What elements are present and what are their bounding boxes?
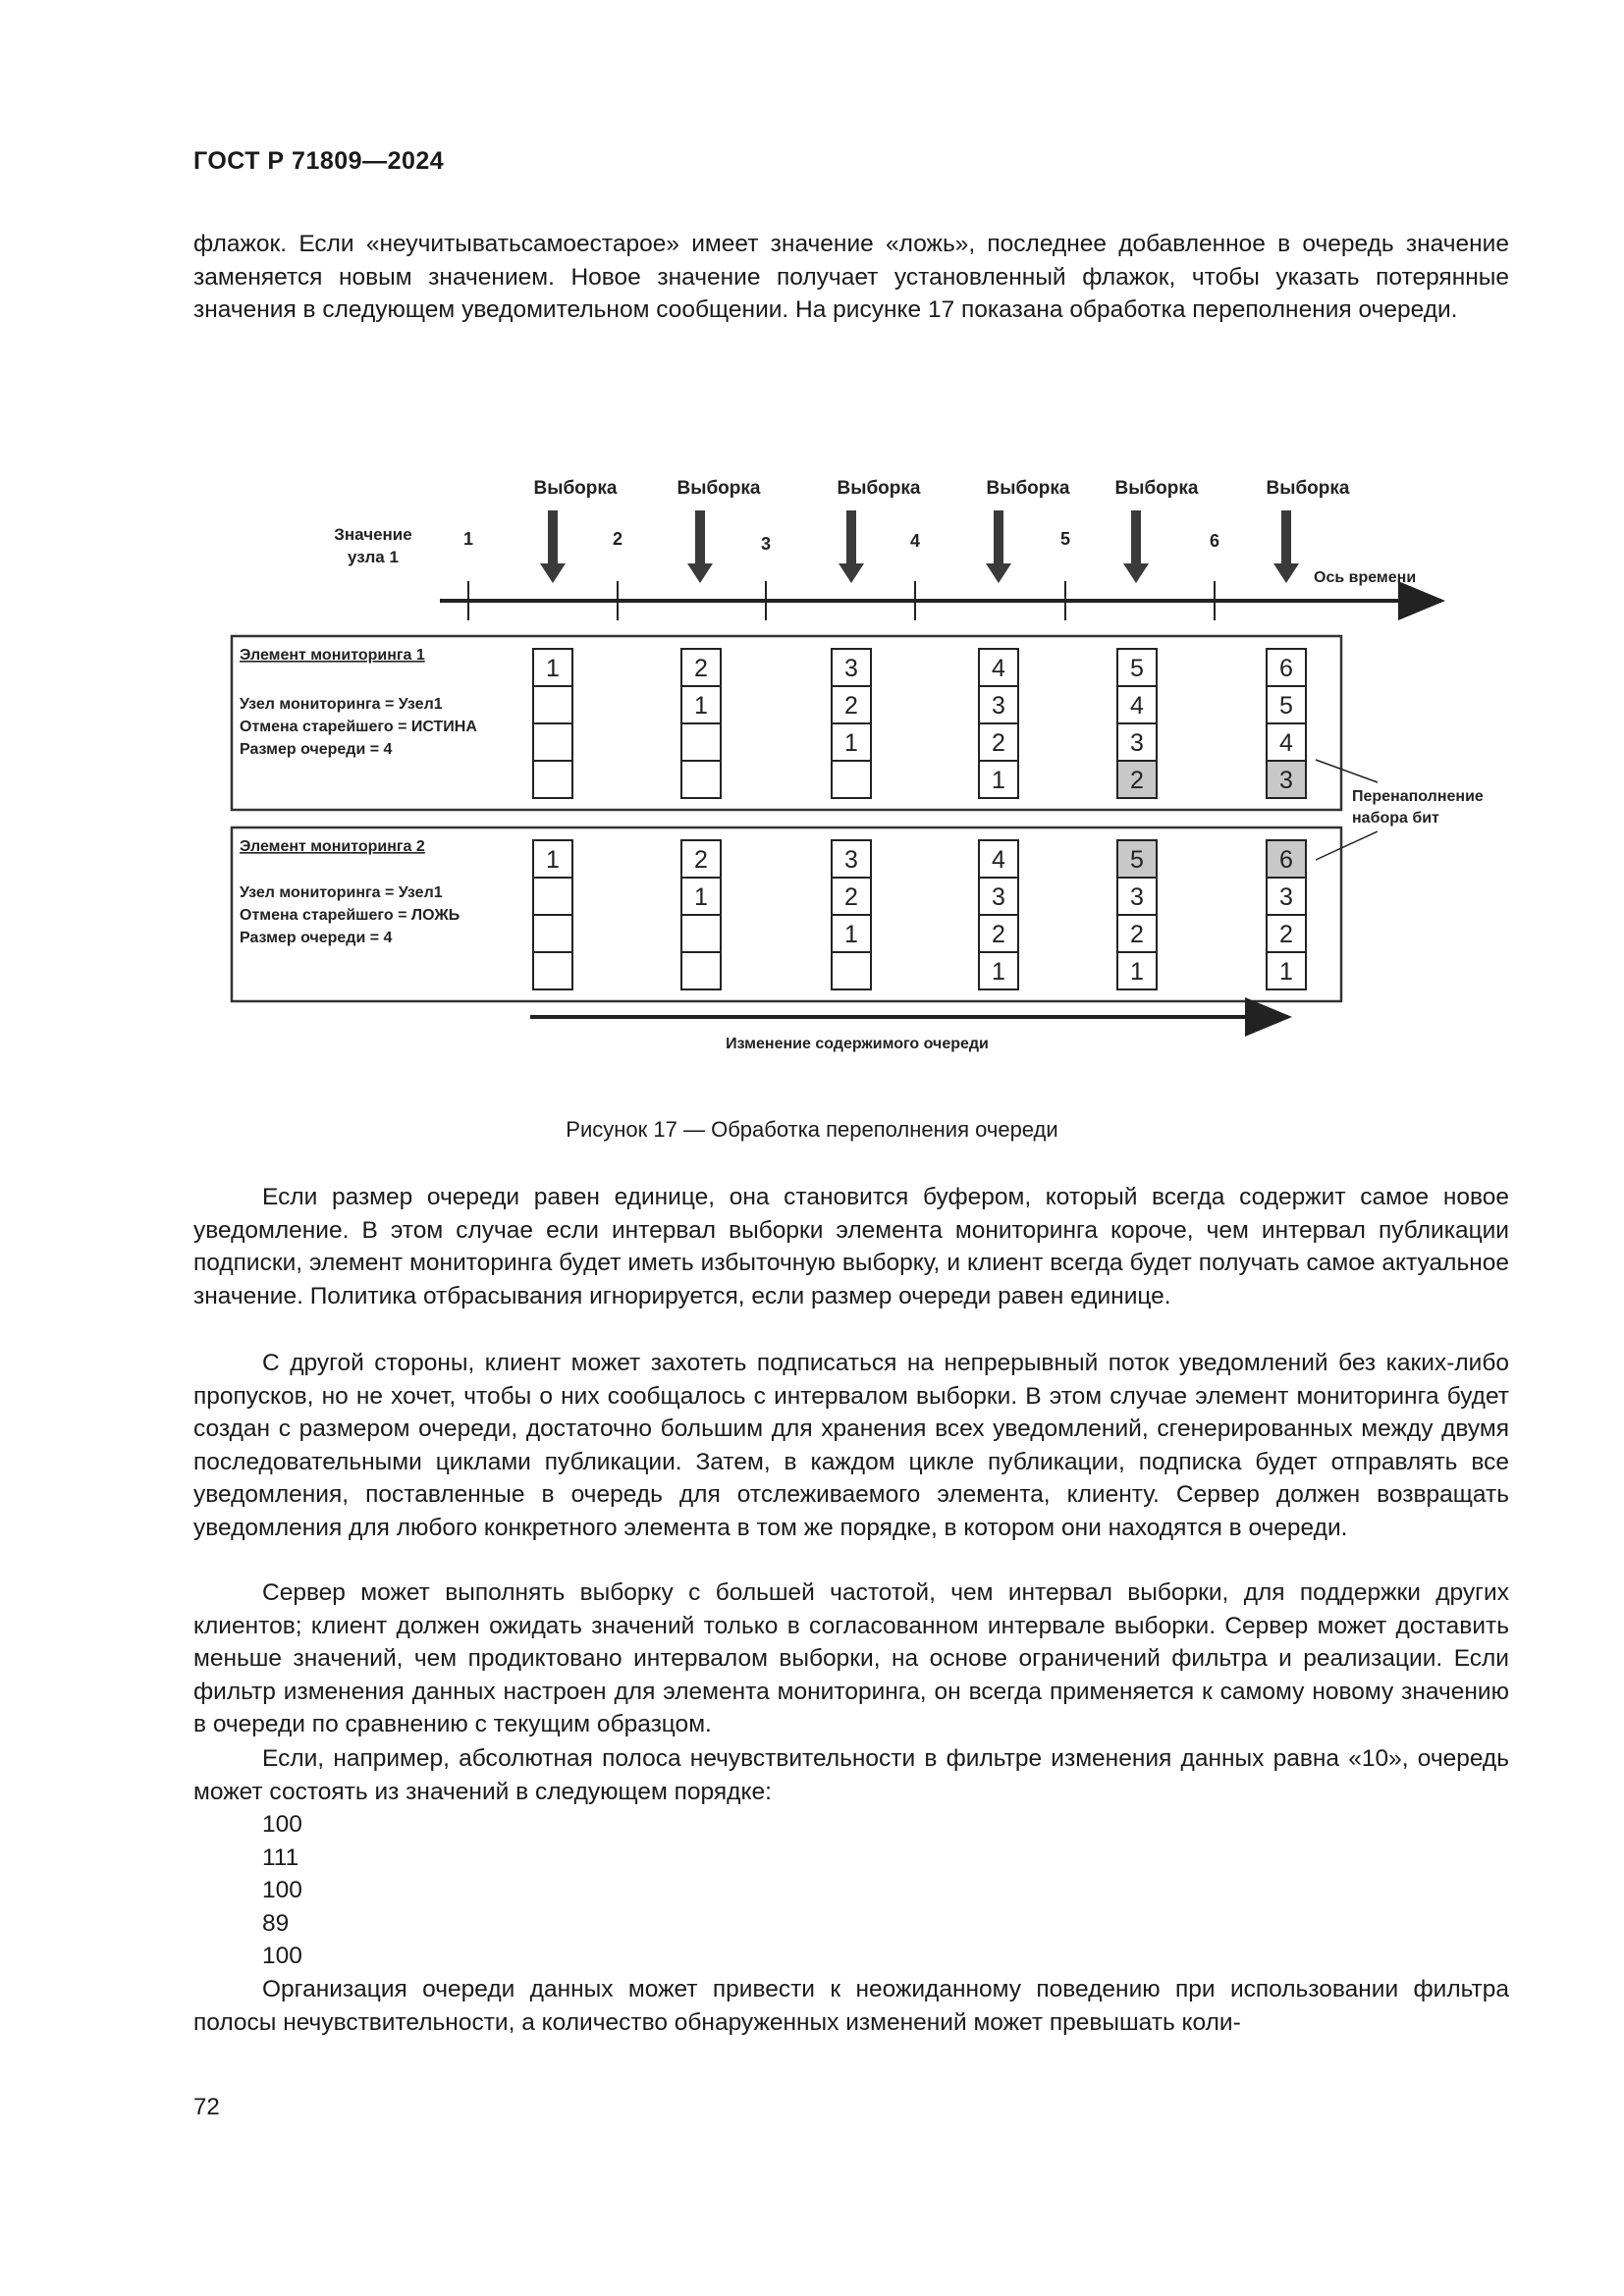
sample-label: Выборка	[1266, 478, 1350, 499]
item2-queue-value: 4	[992, 846, 1005, 874]
item2-queue-value: 2	[1279, 921, 1293, 948]
item1-queue-cell	[533, 761, 572, 798]
item2-queue-value: 3	[1279, 883, 1293, 911]
item1-queue-cell	[832, 761, 871, 798]
item2-queue-cell	[533, 878, 572, 915]
item2-queue-value: 1	[844, 921, 858, 948]
item2-queue-value: 3	[1130, 883, 1144, 911]
sample-label: Выборка	[677, 478, 761, 499]
body-paragraph: Организация очереди данных может привести к неожиданному поведению при использовании фильтра полосы нечувствительности, а количество обнаруженных изменений может превышать коли-	[193, 1976, 1509, 2036]
monitoring-item-2-line: Размер очереди = 4	[240, 930, 393, 946]
item1-queue-cell	[533, 686, 572, 723]
item2-queue-value: 3	[844, 846, 858, 874]
monitoring-item-2-line: Отмена старейшего = ЛОЖЬ	[240, 907, 460, 924]
tick-label: 3	[760, 534, 772, 554]
sample-arrow-icon	[687, 510, 713, 583]
overflow-label: Перенаполнение	[1352, 788, 1484, 805]
queue-change-label: Изменение содержимого очереди	[726, 1036, 989, 1052]
item1-queue-value: 4	[1130, 692, 1144, 720]
figure-17	[0, 0, 1624, 1109]
value-list-item: 89	[262, 1910, 290, 1937]
item1-queue-value: 3	[1130, 729, 1144, 757]
monitoring-item-1-line: Размер очереди = 4	[240, 741, 393, 758]
sample-arrow-icon	[839, 510, 864, 583]
item2-queue-value: 2	[1130, 921, 1144, 948]
node-value-label: Значение	[334, 525, 412, 544]
body-paragraph: Сервер может выполнять выборку с большей частотой, чем интервал выборки, для поддержки других клиентов; клиент должен ожидать значений только в согласованном интервале выборки. Сервер может доставить меньше значений, чем продиктовано интервалом выборки, на основе ограничений фильтра и реализации. Если фильтр изменения данных настроен для элемента мониторинга, он всегда применяется к самому новому значению в очереди по сравнению с текущим образцом.	[193, 1579, 1509, 1737]
item2-queue-cell	[533, 952, 572, 989]
tick-label: 6	[1209, 531, 1220, 551]
item1-queue-value: 4	[992, 655, 1005, 682]
value-list-item: 100	[262, 1811, 302, 1838]
monitoring-item-1-line: Узел мониторинга = Узел1	[240, 696, 443, 713]
item2-queue-cell	[681, 952, 721, 989]
item1-queue-value: 1	[546, 655, 560, 682]
value-list-item: 100	[262, 1943, 302, 1969]
item1-queue-value: 2	[992, 729, 1005, 757]
overflow-label: набора бит	[1352, 810, 1439, 827]
item2-queue-value: 2	[694, 846, 708, 874]
tick-label: 5	[1059, 529, 1071, 549]
queues-item-1	[533, 649, 1306, 798]
item2-queue-value: 2	[992, 921, 1005, 948]
tick-label: 2	[612, 529, 623, 549]
item2-queue-value: 1	[1279, 958, 1293, 986]
item2-queue-cell	[533, 915, 572, 952]
item2-queue-value: 1	[992, 958, 1005, 986]
figure-caption: Рисунок 17 — Обработка переполнения очереди	[566, 1117, 1058, 1142]
monitoring-item-1-line: Отмена старейшего = ИСТИНА	[240, 719, 477, 735]
sample-arrow-icon	[1123, 510, 1149, 583]
item1-queue-value: 6	[1279, 655, 1293, 682]
item1-queue-cell	[681, 723, 721, 761]
item2-queue-value: 6	[1279, 846, 1293, 874]
item2-queue-value: 3	[992, 883, 1005, 911]
sample-arrow-icon	[540, 510, 566, 583]
item1-queue-value: 3	[844, 655, 858, 682]
item2-queue-value: 5	[1130, 846, 1144, 874]
sample-label: Выборка	[533, 478, 618, 499]
document-header: ГОСТ Р 71809—2024	[193, 147, 445, 175]
intro-paragraph: флажок. Если «неучитыватьсамоестарое» имеет значение «ложь», последнее добавленное в очередь значение заменяется новым значением. Новое значение получает установленный флажок, чтобы указать потерянные значения в следующем уведомительном сообщении. На рисунке 17 показана обработка переполнения очереди.	[193, 231, 1509, 323]
monitoring-item-2-line: Узел мониторинга = Узел1	[240, 884, 443, 901]
value-list-item: 100	[262, 1877, 302, 1903]
sample-arrow-icon	[986, 510, 1011, 583]
item1-queue-cell	[681, 761, 721, 798]
body-paragraph: Если размер очереди равен единице, она становится буфером, который всегда содержит самое новое уведомление. В этом случае если интервал выборки элемента мониторинга короче, чем интервал публикации подписки, элемент мониторинга будет иметь избыточную выборку, и клиент всегда будет получать самое актуальное значение. Политика отбрасывания игнорируется, если размер очереди равен единице.	[193, 1184, 1509, 1309]
queues-item-2	[533, 840, 1306, 989]
item1-queue-value: 4	[1279, 729, 1293, 757]
item1-queue-value: 1	[844, 729, 858, 757]
item2-queue-cell	[832, 952, 871, 989]
sample-label: Выборка	[1114, 478, 1199, 499]
sample-label: Выборка	[986, 478, 1070, 499]
value-list-item: 111	[262, 1844, 299, 1871]
tick-label: 1	[462, 529, 474, 549]
monitoring-item-1-title: Элемент мониторинга 1	[240, 647, 425, 664]
tick-label: 4	[909, 531, 921, 551]
item1-queue-value: 3	[1279, 767, 1293, 794]
body-paragraph: Если, например, абсолютная полоса нечувствительности в фильтре изменения данных равна «10», очередь может состоять из значений в следующем порядке:	[193, 1745, 1509, 1805]
item1-queue-cell	[533, 723, 572, 761]
item2-queue-value: 1	[1130, 958, 1144, 986]
node-value-label: узла 1	[348, 548, 399, 566]
item1-queue-value: 2	[1130, 767, 1144, 794]
sample-label: Выборка	[837, 478, 921, 499]
item1-queue-value: 5	[1130, 655, 1144, 682]
item1-queue-value: 5	[1279, 692, 1293, 720]
monitoring-item-2-title: Элемент мониторинга 2	[240, 838, 425, 855]
item1-queue-value: 2	[844, 692, 858, 720]
item2-queue-value: 1	[546, 846, 560, 874]
item1-queue-value: 3	[992, 692, 1005, 720]
time-axis-label: Ось времени	[1314, 569, 1417, 586]
item1-queue-value: 1	[694, 692, 708, 720]
item1-queue-value: 1	[992, 767, 1005, 794]
item2-queue-value: 2	[844, 883, 858, 911]
item1-queue-value: 2	[694, 655, 708, 682]
page-number: 72	[193, 2094, 220, 2120]
item2-queue-cell	[681, 915, 721, 952]
body-paragraph: С другой стороны, клиент может захотеть подписаться на непрерывный поток уведомлений без каких-либо пропусков, но не хочет, чтобы о них сообщалось с интервалом выборки. В этом случае элемент мониторинга будет создан с размером очереди, достаточно большим для хранения всех уведомлений, сгенерированных между двумя последовательными циклами публикации. Затем, в каждом цикле публикации, подписка будет отправлять все уведомления, поставленные в очередь для отслеживаемого элемента, клиенту. Сервер должен возвращать уведомления для любого конкретного элемента в том же порядке, в котором они находятся в очереди.	[193, 1350, 1509, 1541]
sample-arrow-icon	[1273, 510, 1299, 583]
item2-queue-value: 1	[694, 883, 708, 911]
